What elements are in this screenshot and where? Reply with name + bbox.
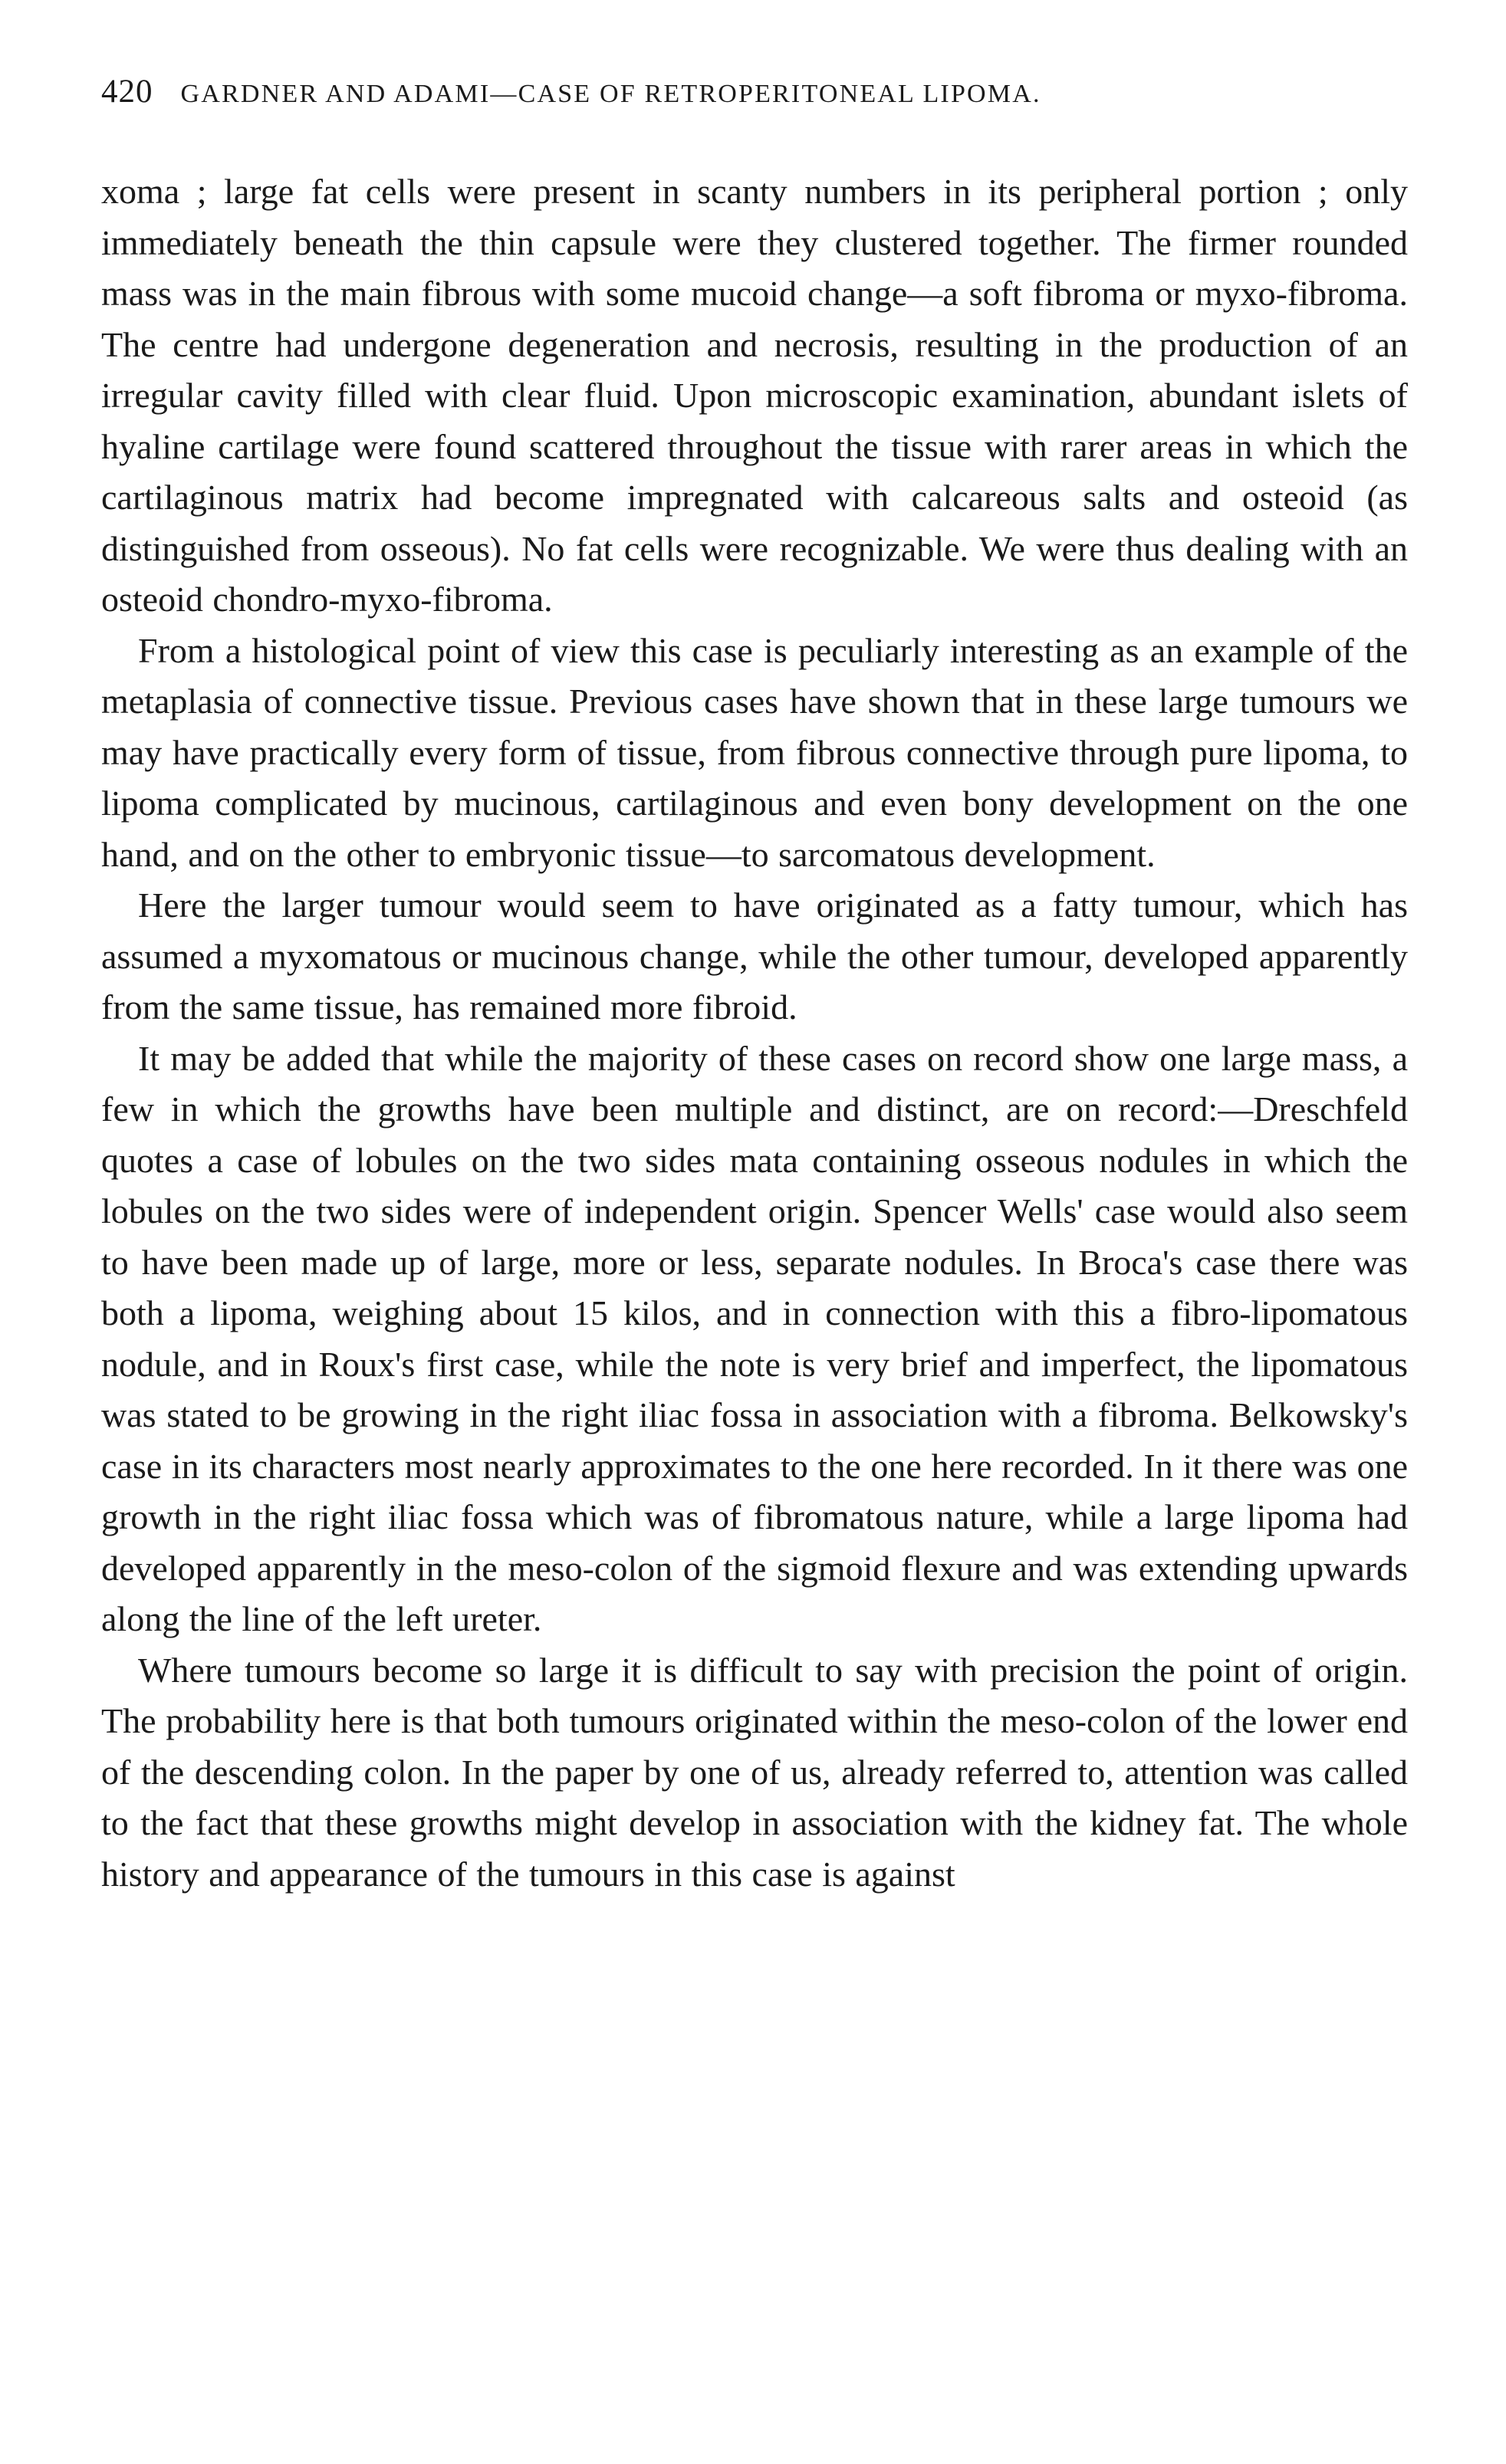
paragraph-multiple-growths: It may be added that while the majority of these cases on record show one large mass, a few in which the growths have been multiple and distinct, are on record:—Dreschfeld quotes a case of lobules on the two sides mata containing osseous nodules in which the lobules on the two sides were of independent origin. Spencer Wells' case would also seem to have been made up of large, more or less, separate nodules. In Broca's case there was both a lipoma, weighing about 15 kilos, and in connection with this a fibro-lipomatous nodule, and in Roux's first case, while the note is very brief and imperfect, the lipomatous was stated to be growing in the right iliac fossa in association with a fibroma. Belkowsky's case in its characters most nearly approximates to the one here recorded. In it there was one growth in the right iliac fossa which was of fibromatous nature, while a large lipoma had developed apparently in the meso-colon of the sigmoid flexure and was extending upwards along the line of the left ureter.: [101, 1038, 1408, 1638]
body-text: [101, 166, 1408, 1900]
page-number: 420: [101, 74, 153, 110]
running-head: [101, 73, 1408, 126]
paragraph-larger-tumour: Here the larger tumour would seem to have originated as a fatty tumour, which has assumed a myxomatous or mucinous change, while the other tumour, developed apparently from the same tissue, has remained more fibroid.: [101, 885, 1408, 1027]
running-title: GARDNER AND ADAMI—CASE OF RETROPERITONEAL LIPOMA.: [180, 80, 1041, 108]
paragraph-histological: From a histological point of view this case is peculiarly interesting as an example of the metaplasia of connective tissue. Previous cases have shown that in these large tumours we may have practically every form of tissue, from fibrous connective through pure lipoma, to lipoma complicated by mucinous, cartilaginous and even bony development on the one hand, and on the other to embryonic tissue—to sarcomatous development.: [101, 630, 1408, 874]
book-page: [101, 73, 1408, 1900]
paragraph-continued: xoma ; large fat cells were present in scanty numbers in its peripheral portion ; only immediately beneath the thin capsule were they clustered together. The firmer rounded mass was in the main fibrous with some mucoid change—a soft fibroma or myxo-fibroma. The centre had undergone degeneration and necrosis, resulting in the production of an irregular cavity filled with clear fluid. Upon microscopic examination, abundant islets of hyaline cartilage were found scattered throughout the tissue with rarer areas in which the cartilaginous matrix had become impregnated with calcareous salts and osteoid (as distinguished from osseous). No fat cells were recognizable. We were thus dealing with an osteoid chondro-myxo-fibroma.: [101, 172, 1408, 619]
paragraph-point-of-origin: Where tumours become so large it is difficult to say with precision the point of origin. The probability here is that both tumours originated within the meso-colon of the lower end of the descending colon. In the paper by one of us, already referred to, attention was called to the fact that these growths might develop in association with the kidney fat. The whole history and appearance of the tumours in this case is against: [101, 1650, 1408, 1894]
